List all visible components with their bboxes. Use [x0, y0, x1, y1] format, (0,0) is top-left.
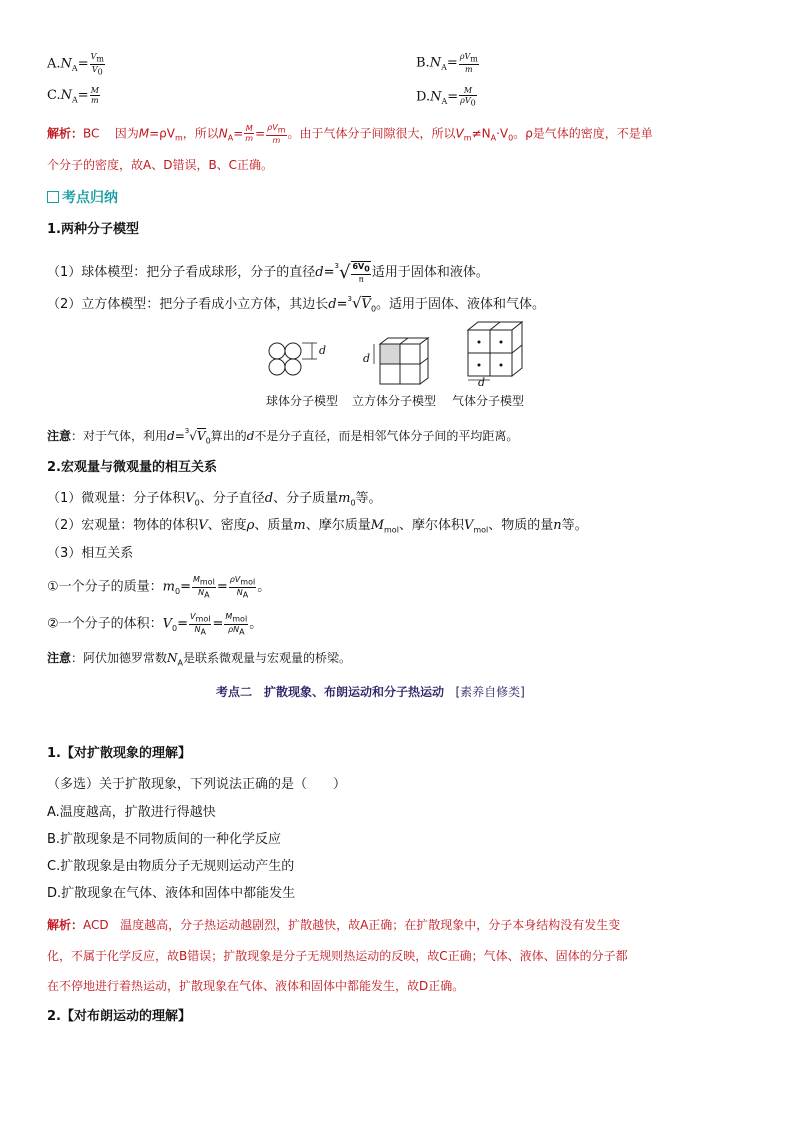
- sphere-model-drawing: [269, 343, 317, 375]
- question-1-option-a: A.温度越高，扩散进行得越快: [47, 805, 216, 820]
- question-2-heading: 2.【对布朗运动的理解】: [47, 1009, 191, 1024]
- sphere-d-label: d: [319, 344, 327, 357]
- cube-model-line: （2）立方体模型：把分子看成小立方体，其边长$d=^3√V_0$。适用于固体、液体和气体。: [47, 294, 546, 314]
- analysis-1-line-2: 个分子的密度，故A、D错误，B、C正确。: [47, 158, 274, 172]
- question-1-option-b: B.扩散现象是不同物质间的一种化学反应: [47, 832, 282, 847]
- option-c: $C.N_A=$ $\frac{M}{m}$: [47, 86, 99, 105]
- macro-quantities: （2）宏观量：物体的体积V、密度ρ、质量m、摩尔质量$M_{mol}$、摩尔体积$V_{mol}$、物质的量n等。: [47, 518, 588, 535]
- cube-model-drawing: [374, 338, 428, 384]
- caption-gas: 气体分子模型: [452, 394, 525, 408]
- micro-quantities: （1）微观量：分子体积$V_0$、分子直径d、分子质量$m_0$等。: [47, 491, 382, 508]
- note-2: 注意：阿伏加德罗常数$N_A$是联系微观量与宏观量的桥梁。: [47, 651, 352, 668]
- relation-mass: ①一个分子的质量：$m_0=$ $\frac{M_{mol}}{N_A}$ = $\frac{\rho V_{mol}}{N_A}$ 。: [47, 575, 271, 600]
- relation-heading: （3）相互关系: [47, 546, 134, 561]
- analysis-2-line-1: 解析：ACD 温度越高，分子热运动越剧烈，扩散越快，故A正确；在扩散现象中，分子本身结构没有发生变: [47, 918, 621, 932]
- heading-macro-micro: 2.宏观量与微观量的相互关系: [47, 460, 217, 475]
- checkbox-square-icon: [47, 191, 59, 203]
- question-1-stem: （多选）关于扩散现象，下列说法正确的是（ ）: [47, 777, 347, 792]
- gas-d-label: d: [478, 376, 486, 389]
- option-b: $B.N_A=$ $\frac{\rho V_m}{m}$: [416, 52, 478, 74]
- molecule-models-figure: [262, 318, 542, 412]
- cube-d-label: d: [363, 352, 371, 365]
- kaodian-2-title: 考点二 扩散现象、布朗运动和分子热运动 [素养自修类]: [216, 685, 525, 699]
- relation-volume: ②一个分子的体积：$V_0=$ $\frac{V_{mol}}{N_A}$ = $\frac{M_{mol}}{\rho N_A}$ 。: [47, 612, 263, 637]
- heading-two-models: 1.两种分子模型: [47, 222, 139, 237]
- option-d: $D.N_A=$ $\frac{M}{\rho V_0}$: [416, 86, 476, 108]
- note-1: 注意：对于气体，利用$d=^3√V_0$算出的d不是分子直径，而是相邻气体分子间的平均距离。: [47, 427, 519, 446]
- caption-sphere: 球体分子模型: [266, 394, 339, 408]
- sphere-model-line: （1）球体模型：把分子看成球形，分子的直径d=$^3$√ $\frac{6V_0}{\pi}$ 适用于固体和液体。: [47, 262, 489, 284]
- gas-model-drawing: [468, 322, 522, 380]
- question-1-heading: 1.【对扩散现象的理解】: [47, 746, 191, 761]
- analysis-1-line-1: 解析：BC 因为$M=\rho V_m$，所以$N_A=$ $\frac{M}{m}$ = $\frac{\rho V_m}{m}$ 。由于气体分子间隙很大，所以$V_m\ne N_A\cdot V_0$。ρ是气体的密度，不是单: [47, 123, 653, 145]
- section-heading: 考点归纳: [47, 188, 118, 208]
- option-a: $A.N_A=$ $\frac{V_m}{V_0}$: [47, 52, 104, 77]
- caption-cube: 立方体分子模型: [352, 394, 437, 408]
- question-1-option-d: D.扩散现象在气体、液体和固体中都能发生: [47, 886, 296, 901]
- question-1-option-c: C.扩散现象是由物质分子无规则运动产生的: [47, 859, 295, 874]
- analysis-2-line-3: 在不停地进行着热运动，扩散现象在气体、液体和固体中都能发生，故D正确。: [47, 979, 465, 993]
- analysis-2-line-2: 化，不属于化学反应，故B错误；扩散现象是分子无规则热运动的反映，故C正确；气体、液体、固体的分子都: [47, 949, 628, 963]
